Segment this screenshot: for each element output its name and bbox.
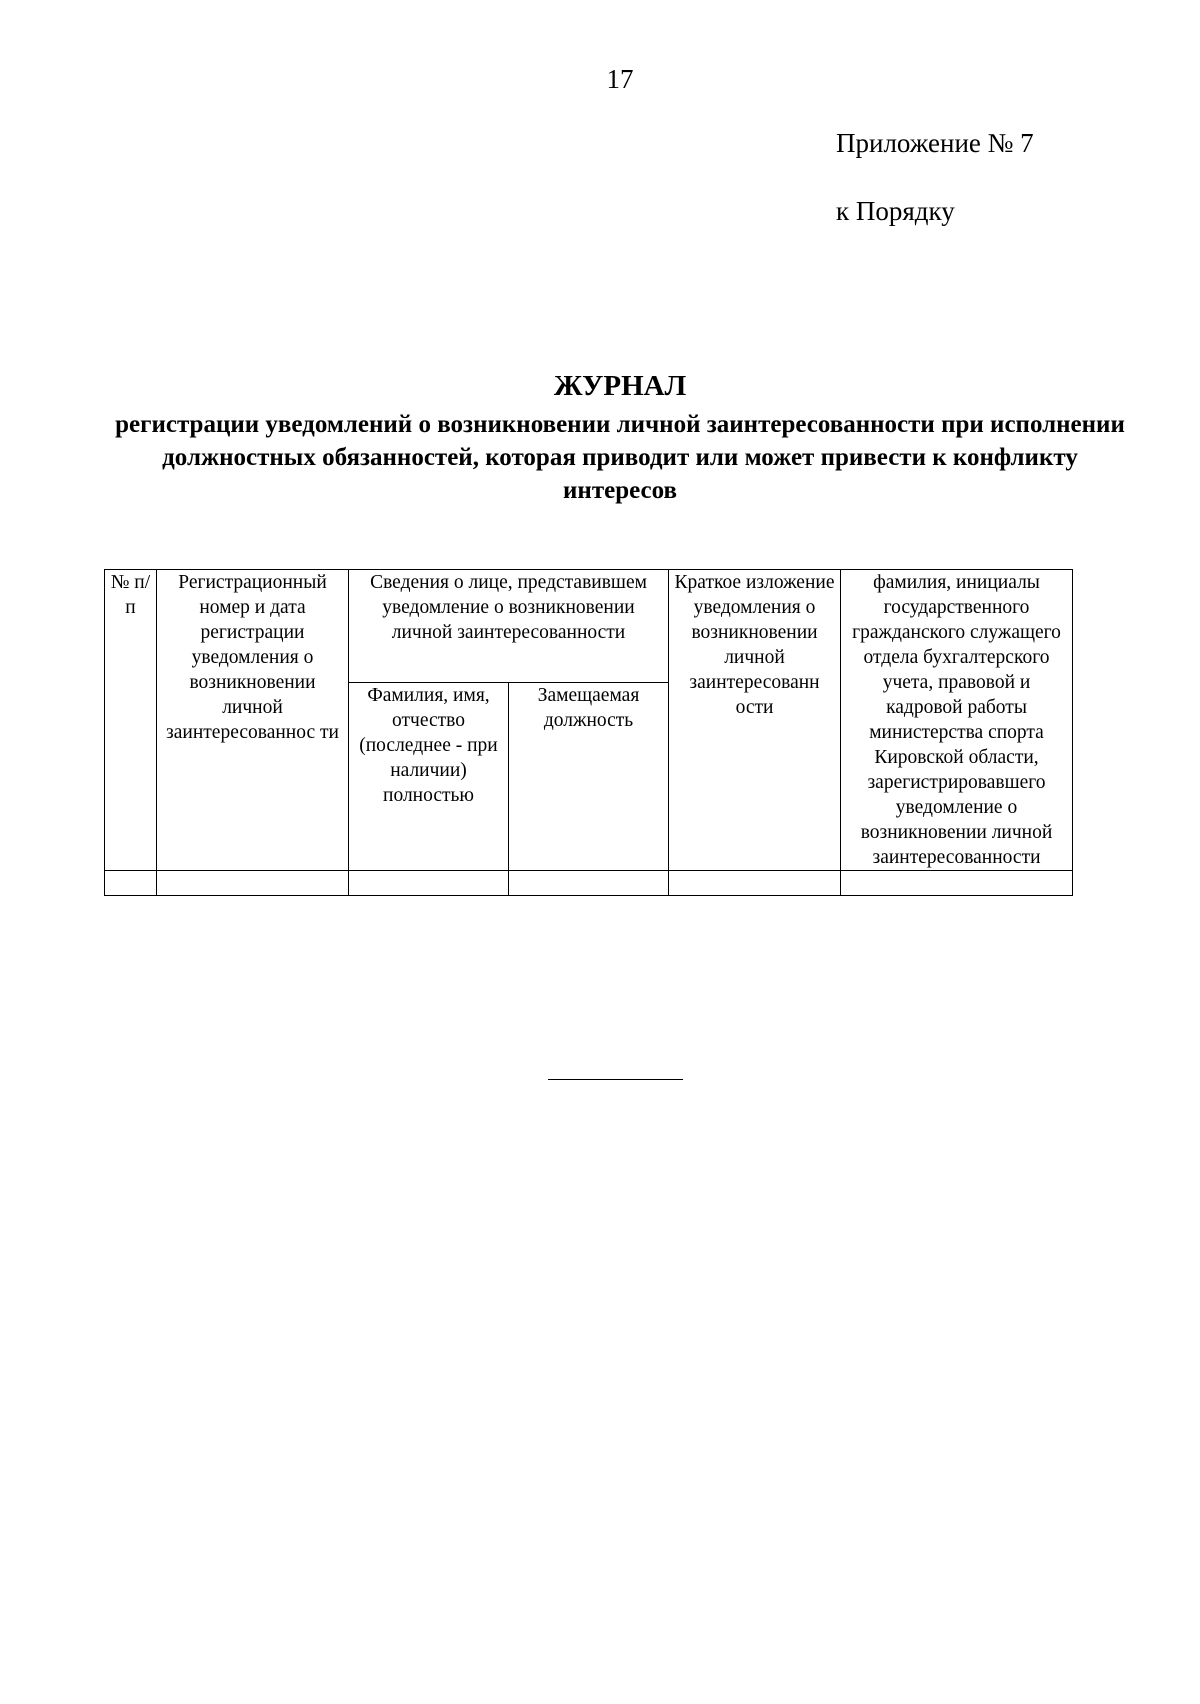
table-row [105, 871, 1073, 896]
journal-table [104, 569, 1073, 896]
table-cell [105, 871, 157, 896]
footer-divider [548, 1079, 683, 1080]
header-summary: Краткое изложение уведомления о возникновении личной заинтересованн ости [669, 570, 841, 871]
table-cell [157, 871, 349, 896]
table-cell [349, 871, 509, 896]
header-number: № п/п [105, 570, 157, 871]
header-person-info: Сведения о лице, представившем уведомление о возникновении личной заинтересованности [349, 570, 669, 683]
table-cell [841, 871, 1073, 896]
appendix-reference: к Порядку [836, 196, 955, 226]
journal-title: ЖУРНАЛ [553, 370, 687, 402]
header-full-name: Фамилия, имя, отчество (последнее - при наличии) полностью [349, 683, 509, 871]
header-registration: Регистрационный номер и дата регистрации уведомления о возникновении личной заинтересованнос ти [157, 570, 349, 871]
header-registrar: фамилия, инициалы государственного гражданского служащего отдела бухгалтерского учета, правовой и кадровой работы министерства спорта Кировской области, зарегистрировавшего уведомление о возникновении личной заинтересованности [841, 570, 1073, 871]
journal-subtitle: регистрации уведомлений о возникновении личной заинтересованности при исполнении должностных обязанностей, которая приводит или может привести к конфликту интересов [115, 411, 1125, 504]
appendix-label: Приложение № 7 [836, 128, 1034, 158]
header-position: Замещаемая должность [509, 683, 669, 871]
page-number: 17 [606, 64, 634, 94]
table-cell [509, 871, 669, 896]
table-cell [669, 871, 841, 896]
